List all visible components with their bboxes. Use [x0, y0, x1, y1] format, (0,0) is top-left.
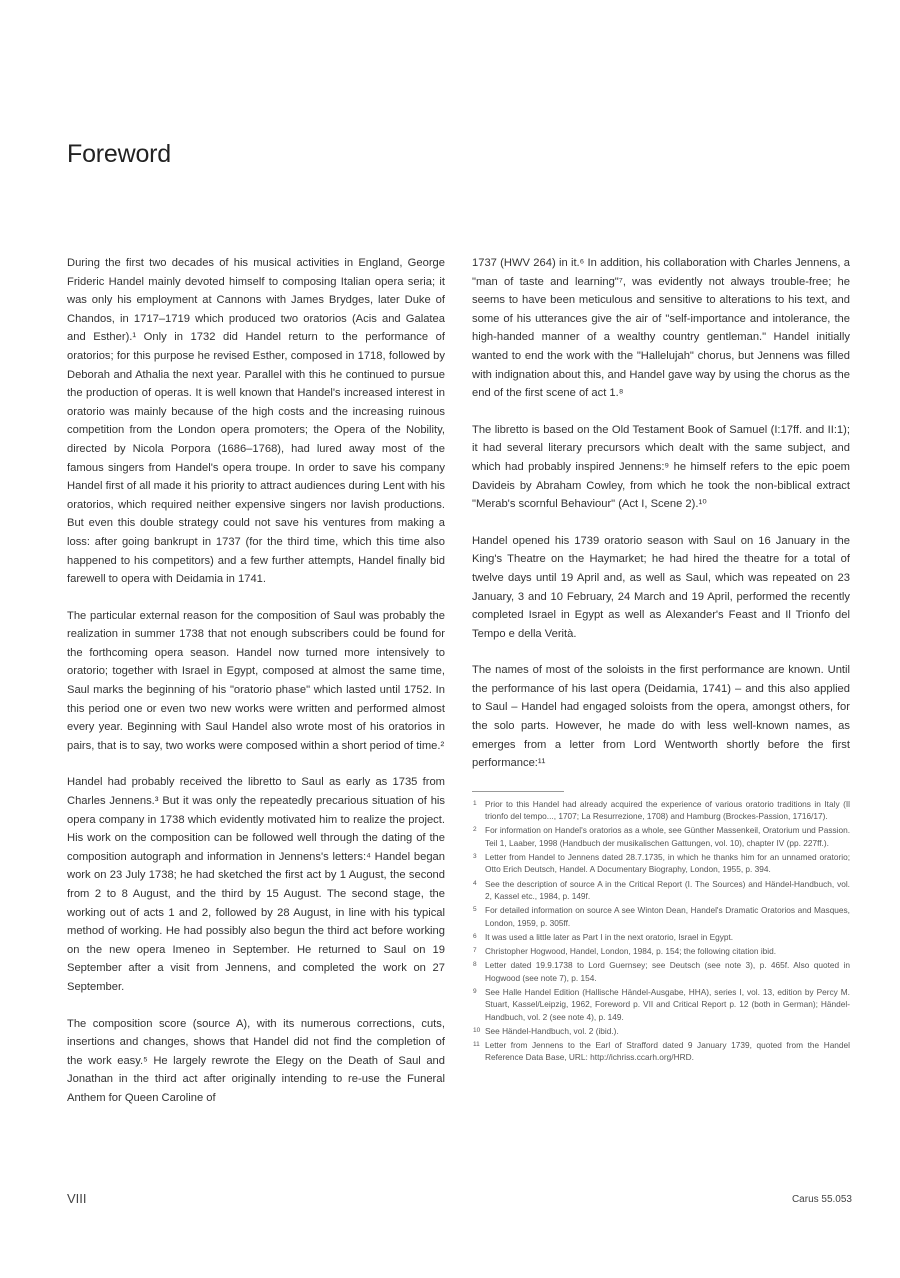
- footnote-divider: [472, 791, 564, 792]
- paragraph: The names of most of the soloists in the first performance are known. Until the performance of his last opera (Deidamia, 1741) – and this also applied to Saul – Handel had engaged soloists from the opera, amongst others, for the solo parts. However, he made do with less well-known names, as emerges from a letter from Lord Wentworth shortly before the first performance:¹¹: [472, 664, 850, 770]
- paragraph: During the first two decades of his musical activities in England, George Frideric Handel mainly devoted himself to composing Italian opera seria; it was only his employment at Cannons with James Brydges, later Duke of Chandos, in 1717–1719 which produced two oratorios (Acis and Galatea and Esther).¹ Only in 1732 did Handel return to the performance of oratorios; for this purpose he revised Esther, composed in 1718, followed by Deborah and Athalia the next year. Parallel with this he continued to pursue the production of operas. It is well known that Handel's increased interest in oratorio was mainly because of the high costs and the increasing ruinous competition from the London opera promoters; the Opera of the Nobility, directed by Nicola Porpora (1686–1768), had lured away most of the famous singers from Handel's opera troupe. In order to save his company Handel first of all made it his priority to attract audiences during Lent with his oratorios, which required neither expensive singers nor lavish productions. But even this double strategy could not save his ventures from making a loss: after going bankrupt in 1737 (for the third time, which this time also happened to his competitors) and a few further attempts, Handel finally bid farewell to opera with Deidamia in 1741.: [67, 257, 445, 586]
- footnote: [472, 945, 850, 957]
- footnote-text: See Händel-Handbuch, vol. 2 (ibid.).: [485, 1025, 619, 1036]
- footnote-number: 10: [473, 1026, 481, 1034]
- footnote-text: It was used a little later as Part I in the next oratorio, Israel in Egypt.: [485, 931, 734, 942]
- page-title: Foreword: [67, 140, 171, 168]
- footnote-number: 6: [473, 932, 477, 940]
- footnote-text: Letter from Jennens to the Earl of Strafford dated 9 January 1739, quoted from the Handel Reference Data Base, URL: http://ichriss.ccarh.org/HRD.: [485, 1040, 850, 1063]
- footnote: [472, 824, 850, 849]
- footnote: [472, 1025, 850, 1037]
- footnote-number: 8: [473, 961, 477, 969]
- footnote-number: 2: [473, 826, 477, 834]
- footnote-text: For information on Handel's oratorios as a whole, see Günther Massenkeil, Oratorium und Passion. Teil 1, Laaber, 1998 (Handbuch der musikalischen Gattungen, vol. 10), chapter IV (pp. 227ff.).: [485, 825, 850, 848]
- footnote: [472, 904, 850, 929]
- left-column: [67, 254, 445, 1126]
- footnote: [472, 851, 850, 876]
- paragraph: The composition score (source A), with its numerous corrections, cuts, insertions and changes, shows that Handel did not find the completion of the work easy.⁵ He largely rewrote the Elegy on the Death of Saul and Jonathan in the third act after originally intending to re-use the Funeral Anthem for Queen Caroline of: [67, 1017, 445, 1104]
- footnote: [472, 798, 850, 823]
- footnote-number: 5: [473, 906, 477, 914]
- footnote-text: See the description of source A in the Critical Report (I. The Sources) and Händel-Handbuch, vol. 2, Kassel etc., 1984, p. 149f.: [485, 878, 850, 901]
- footnotes: [472, 798, 850, 1064]
- footnote: [472, 959, 850, 984]
- footnote-text: Letter dated 19.9.1738 to Lord Guernsey; see Deutsch (see note 3), p. 465f. Also quoted in Hogwood (see note 7), p. 154.: [485, 960, 850, 983]
- footnote-text: Prior to this Handel had already acquired the experience of various oratorio traditions in Italy (Il trionfo del tempo..., 1707; La Resurrezione, 1708) and Hamburg (Brockes-Passion, 1716/17).: [485, 798, 850, 822]
- footnote-number: 7: [473, 947, 477, 955]
- footnote-text: Letter from Handel to Jennens dated 28.7.1735, in which he thanks him for an unnamed oratorio; Otto Erich Deutsch, Handel. A Documentary Biography, London, 1955, p. 394.: [485, 852, 850, 875]
- footnote: [472, 931, 850, 943]
- footnote: [472, 1039, 850, 1064]
- catalog-number: Carus 55.053: [791, 1194, 852, 1205]
- footnote-text: For detailed information on source A see Winton Dean, Handel's Dramatic Oratorios and Masques, London, 1959, p. 305ff.: [485, 905, 850, 928]
- footnote-number: 3: [473, 853, 477, 861]
- footnote-number: 4: [473, 879, 477, 887]
- footnote-text: Christopher Hogwood, Handel, London, 1984, p. 154; the following citation ibid.: [485, 946, 777, 957]
- footnote: [472, 878, 850, 903]
- footnote-number: 9: [473, 988, 477, 995]
- paragraph: Handel had probably received the libretto to Saul as early as 1735 from Charles Jennens.³ But it was only the repeatedly precarious situation of his opera company in 1738 which evidently motivated him to realize the project. His work on the composition can be followed well through the dating of the composition autograph and information in Jennens's letters:⁴ Handel began work on 23 July 1738; he had sketched the first act by 1 August, the second from 2 to 8 August, and the third by 15 August. The second stage, the working out of acts 1 and 2, followed by 28 August, in line with his typical method of working. He had possibly also begun the third act before working on the new opera Imeneo in September. He returned to Saul on 19 September after a visit from Jennens, and completed the work on 27 September.: [67, 776, 445, 993]
- right-column: [472, 254, 850, 1066]
- paragraph: The libretto is based on the Old Testament Book of Samuel (I:17ff. and II:1); it had several literary precursors which dealt with the same subject, and which had probably inspired Jennens:⁹ he himself refers to the epic poem Davideis by Abraham Cowley, from which he took the non-biblical extract "Merab's scornful Behaviour" (Act I, Scene 2).¹⁰: [472, 423, 850, 511]
- footnote-text: See Halle Handel Edition (Hallische Händel-Ausgabe, HHA), series I, vol. 13, edition by Percy M. Stuart, Kassel/Leipzig, 1962, Foreword p. VII and Critical Report p. 12 (both in German); Händel-Handbuch, vol. 2 (see note 4), p. 149.: [485, 987, 850, 1022]
- footnote-number: 11: [473, 1041, 480, 1049]
- page-number: VIII: [67, 1191, 87, 1206]
- footnote-number: 1: [473, 799, 477, 807]
- paragraph: 1737 (HWV 264) in it.⁶ In addition, his collaboration with Charles Jennens, a "man of taste and learning"⁷, was evidently not always trouble-free; he seems to have been meticulous and sensitive to alterations to his text, and some of his utterances give the air of "self-importance and intolerance, the high-handed manner of a wealthy country gentleman." Handel initially wanted to end the work with the "Hallelujah" chorus, but Jennens was filled with indignation about this, and Handel gave way by using the chorus as the end of the first scene of act 1.⁸: [472, 257, 850, 400]
- footnote: [472, 986, 850, 1023]
- paragraph: Handel opened his 1739 oratorio season with Saul on 16 January in the King's Theatre on the Haymarket; he had hired the theatre for a total of twelve days until 19 April and, as well as Saul, which was repeated on 23 January, 3 and 10 February, 24 March and 19 April, performed the recently completed Israel in Egypt as well as Alexander's Feast and Il Trionfo del Tempo e della Verità.: [472, 534, 850, 640]
- paragraph: The particular external reason for the composition of Saul was probably the realization in summer 1738 that not enough subscribers could be found for the forthcoming opera season. Handel now turned more intensively to oratorio; together with Israel in Egypt, composed at almost the same time, Saul marks the beginning of his "oratorio phase" which lasted until 1752. In this period one or even two new works were written and performed almost every year. Beginning with Saul Handel also wrote most of his oratorios in pairs, that is to say, two works were composed within a short period of time.²: [67, 609, 445, 752]
